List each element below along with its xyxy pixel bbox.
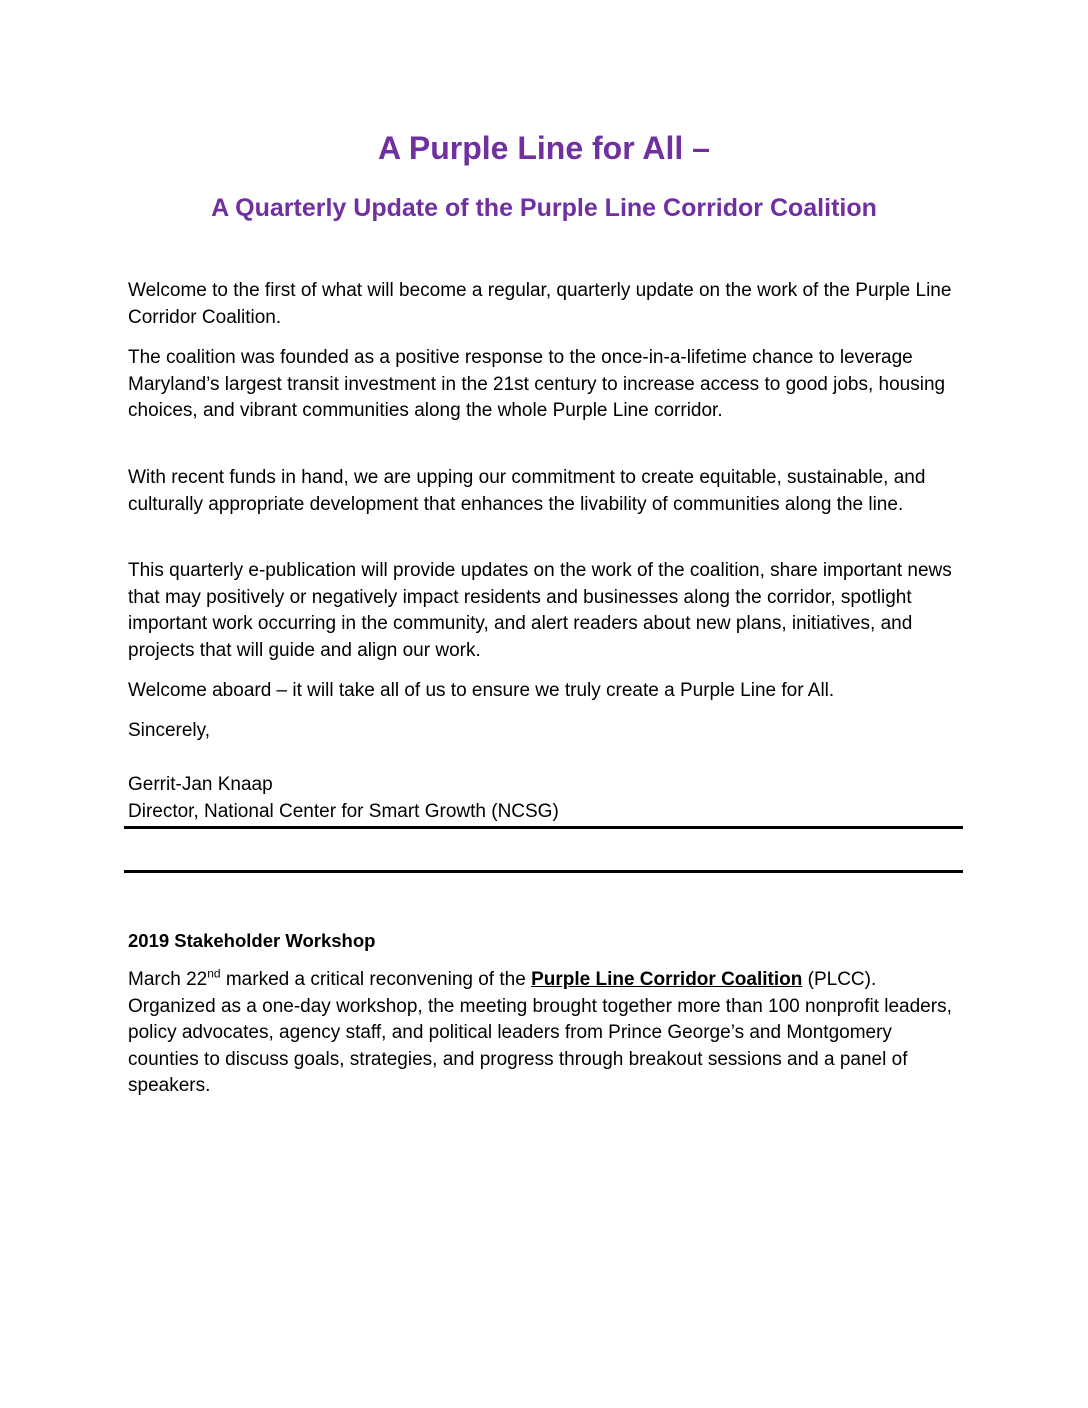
section-divider-top [124, 826, 963, 829]
letter-paragraph-publication: This quarterly e-publication will provide updates on the work of the coalition, share important news that may positively or negatively impact residents and businesses along the corridor, spotlight important work occurring in the community, and alert readers about new plans, initiatives, and projects that will guide and align our work. [128, 560, 952, 661]
workshop-date-text: March 22 [128, 969, 208, 990]
letter-paragraph-welcome: Welcome to the first of what will become a regular, quarterly update on the work of the Purple Line Corridor Coalition. [128, 280, 952, 328]
workshop-intro-text: marked a critical reconvening of the [220, 969, 532, 990]
workshop-heading: 2019 Stakeholder Workshop [128, 930, 376, 951]
plcc-link[interactable]: Purple Line Corridor Coalition [531, 969, 803, 990]
section-divider-bottom [124, 870, 963, 873]
signer-name: Gerrit-Jan Knaap [128, 774, 273, 795]
letter-paragraph-welcome-aboard: Welcome aboard – it will take all of us to ensure we truly create a Purple Line for All. [128, 680, 835, 701]
letter-closing: Sincerely, [128, 720, 211, 741]
document-subtitle: A Quarterly Update of the Purple Line Corridor Coalition [211, 194, 877, 222]
letter-paragraph-founding: The coalition was founded as a positive response to the once-in-a-lifetime chance to leverage Maryland’s largest transit investment in the 21st century to increase access to good jobs, housing choices, and vibrant communities along the whole Purple Line corridor. [128, 347, 946, 421]
letter-paragraph-commitment: With recent funds in hand, we are upping our commitment to create equitable, sustainable, and culturally appropriate development that enhances the livability of communities along the line. [128, 467, 926, 515]
workshop-paragraph [128, 967, 964, 1100]
document-title: A Purple Line for All – [378, 130, 710, 166]
signer-title: Director, National Center for Smart Growth (NCSG) [128, 801, 559, 822]
workshop-body-text: (PLCC). Organized as a one-day workshop, the meeting brought together more than 100 nonprofit leaders, policy advocates, agency staff, and political leaders from Prince George’s and Montgomery counties to discuss goals, strategies, and progress through breakout sessions and a panel of speakers. [128, 969, 952, 1096]
date-ordinal-suffix: nd [207, 966, 221, 981]
